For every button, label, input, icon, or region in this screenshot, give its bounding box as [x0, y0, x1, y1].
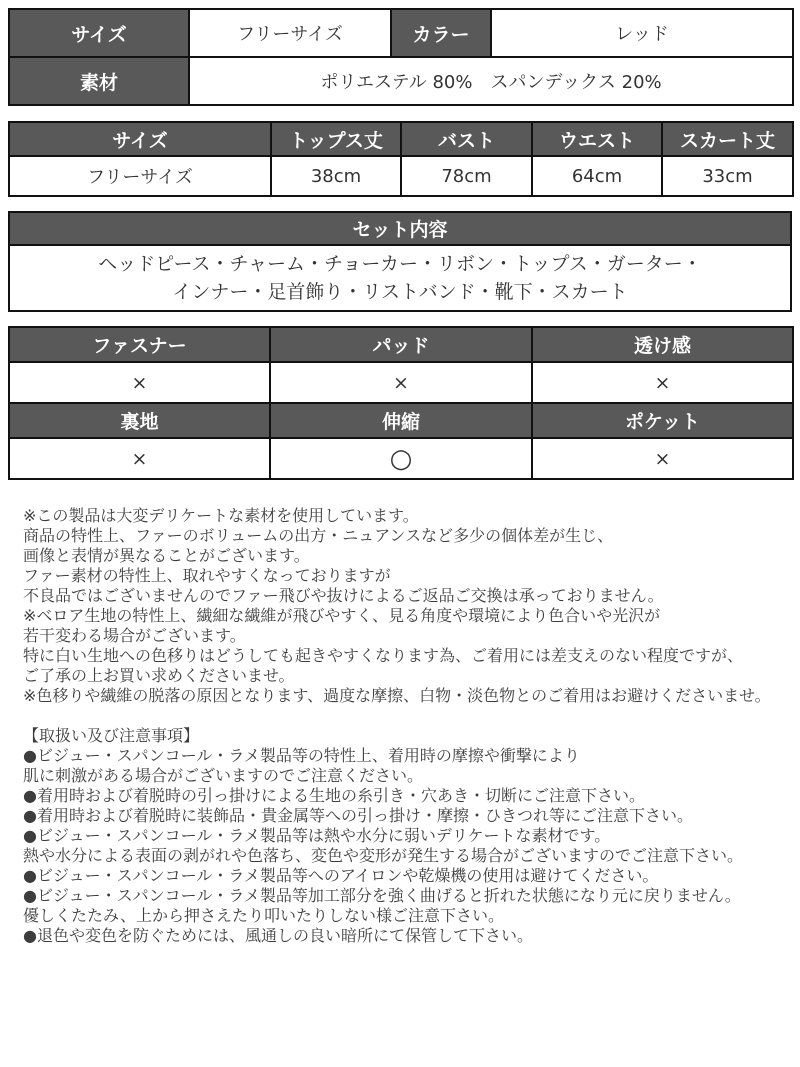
note-line: 不良品ではございませんのでファー飛びや抜けによるご返品ご交換は承っておりません。 — [23, 586, 664, 605]
note-line: ※色移りや繊維の脱落の原因となります、過度な摩擦、白物・淡色物とのご着用はお避けくださいませ。 — [23, 686, 771, 705]
note-line: ファー素材の特性上、取れやすくなっておりますが — [23, 566, 391, 585]
care-line: ●ビジュー・スパンコール・ラメ製品等加工部分を強く曲げると折れた状態になり元に戻りません。 — [23, 886, 741, 905]
color-value: レッド — [491, 9, 793, 57]
table-header-row — [9, 122, 793, 156]
feature-value-stretch: ○ — [270, 438, 532, 479]
cell-tops-length: 38cm — [271, 156, 401, 196]
material-notes — [8, 506, 792, 706]
col-header-skirt-length: スカート丈 — [662, 122, 793, 156]
feature-header-pad: パッド — [270, 327, 532, 362]
cell-size: フリーサイズ — [9, 156, 271, 196]
note-line: 商品の特性上、ファーのボリュームの出方・ニュアンスなど多少の個体差が生じ、 — [23, 526, 614, 545]
care-instructions — [8, 726, 792, 946]
feature-value-lining: × — [9, 438, 270, 479]
table-row — [9, 9, 793, 57]
care-line: ●ビジュー・スパンコール・ラメ製品等へのアイロンや乾燥機の使用は避けてください。 — [23, 866, 659, 885]
set-contents-table — [8, 211, 792, 312]
set-contents-line-1: ヘッドピース・チャーム・チョーカー・リボン・トップス・ガーター・ — [98, 253, 702, 275]
note-line: 若干変わる場合がございます。 — [23, 626, 246, 645]
care-title: 【取扱い及び注意事項】 — [23, 726, 200, 745]
measurements-table — [8, 121, 794, 197]
feature-value-pocket: × — [532, 438, 793, 479]
feature-header-pocket: ポケット — [532, 403, 793, 438]
note-line: 画像と表情が異なることがございます。 — [23, 546, 310, 565]
set-contents-list — [9, 245, 791, 311]
feature-header-fastener: ファスナー — [9, 327, 270, 362]
col-header-waist: ウエスト — [532, 122, 662, 156]
care-line: ●着用時および着脱時の引っ掛けによる生地の糸引き・穴あき・切断にご注意下さい。 — [23, 786, 645, 805]
feature-value-sheerness: × — [532, 362, 793, 403]
care-line: ●ビジュー・スパンコール・ラメ製品等は熱や水分に弱いデリケートな素材です。 — [23, 826, 611, 845]
feature-value-pad: × — [270, 362, 532, 403]
col-header-size: サイズ — [9, 122, 271, 156]
table-header-row — [9, 327, 793, 362]
table-row — [9, 156, 793, 196]
feature-header-stretch: 伸縮 — [270, 403, 532, 438]
set-contents-line-2: インナー・足首飾り・リストバンド・靴下・スカート — [172, 281, 628, 303]
table-header-row — [9, 403, 793, 438]
table-row — [9, 438, 793, 479]
material-label: 素材 — [9, 57, 189, 105]
table-row — [9, 362, 793, 403]
care-line: 肌に刺激がある場合がございますのでご注意ください。 — [23, 766, 424, 785]
set-contents-title: セット内容 — [9, 212, 791, 245]
table-row — [9, 245, 791, 311]
cell-bust: 78cm — [401, 156, 532, 196]
note-line: ※ベロア生地の特性上、繊細な繊維が飛びやすく、見る角度や環境により色合いや光沢が — [23, 606, 661, 625]
cell-skirt-length: 33cm — [662, 156, 793, 196]
care-line: ●ビジュー・スパンコール・ラメ製品等の特性上、着用時の摩擦や衝撃により — [23, 746, 580, 765]
care-line: ●着用時および着脱時に装飾品・貴金属等への引っ掛け・摩擦・ひきつれ等にご注意下さい。 — [23, 806, 693, 825]
table-row — [9, 57, 793, 105]
size-value: フリーサイズ — [189, 9, 391, 57]
feature-header-sheerness: 透け感 — [532, 327, 793, 362]
table-header-row — [9, 212, 791, 245]
color-label: カラー — [391, 9, 491, 57]
cell-waist: 64cm — [532, 156, 662, 196]
note-line: ご了承の上お買い求めくださいませ。 — [23, 666, 295, 685]
size-color-material-table — [8, 8, 794, 106]
care-line: ●退色や変色を防ぐためには、風通しの良い暗所にて保管して下さい。 — [23, 926, 533, 945]
note-line: ※この製品は大変デリケートな素材を使用しています。 — [23, 506, 419, 525]
col-header-bust: バスト — [401, 122, 532, 156]
feature-header-lining: 裏地 — [9, 403, 270, 438]
care-line: 優しくたたみ、上から押さえたり叩いたりしない様ご注意下さい。 — [23, 906, 504, 925]
material-value: ポリエステル 80% スパンデックス 20% — [189, 57, 793, 105]
features-table — [8, 326, 794, 480]
size-label: サイズ — [9, 9, 189, 57]
col-header-tops-length: トップス丈 — [271, 122, 401, 156]
note-line: 特に白い生地への色移りはどうしても起きやすくなります為、ご着用には差支えのない程度ですが、 — [23, 646, 744, 665]
care-line: 熱や水分による表面の剥がれや色落ち、変色や変形が発生する場合がございますのでご注意下さい。 — [23, 846, 744, 865]
feature-value-fastener: × — [9, 362, 270, 403]
